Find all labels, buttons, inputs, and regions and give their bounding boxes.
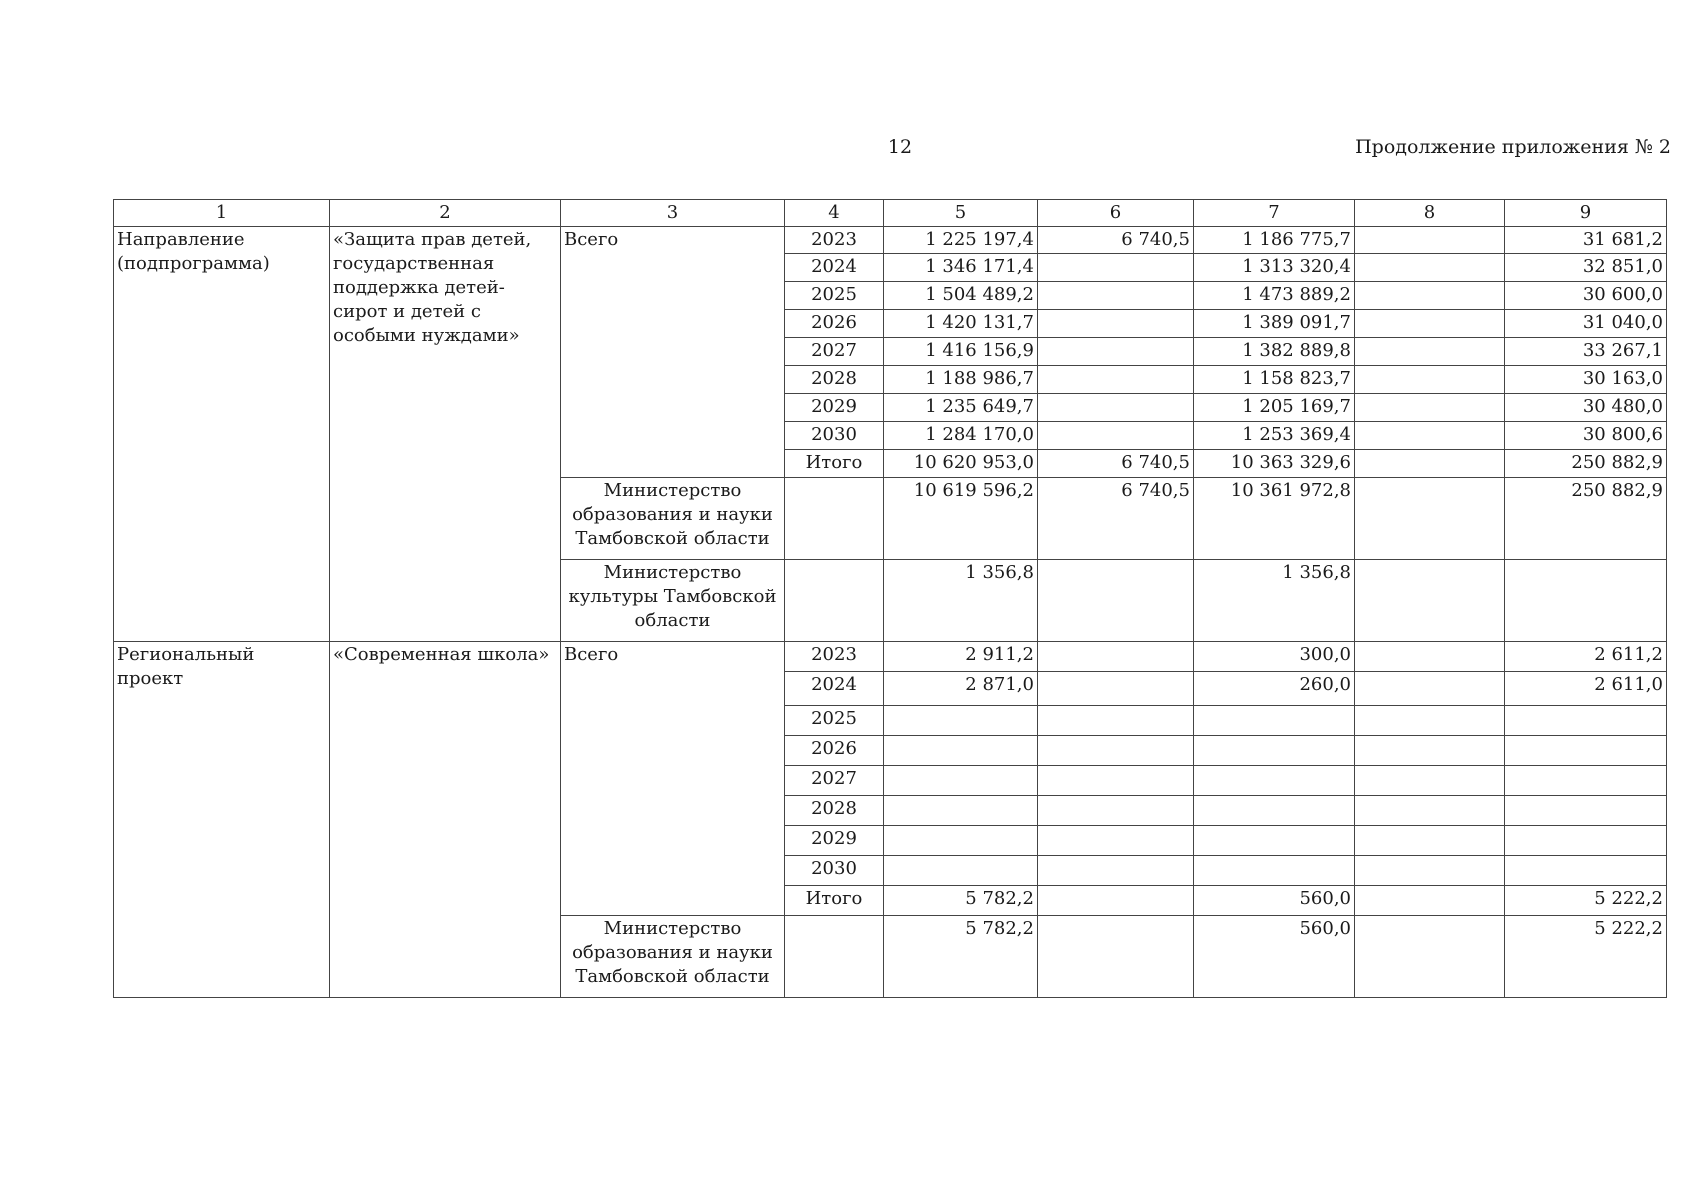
value-cell: 1 420 131,7 [884, 310, 1038, 338]
appendix-label: Продолжение приложения № 2 [1355, 136, 1671, 158]
value-cell: 32 851,0 [1505, 254, 1667, 282]
value-cell [1355, 478, 1505, 560]
section2-title: «Современная школа» [330, 642, 561, 998]
value-cell [884, 826, 1038, 856]
year-cell: 2026 [785, 310, 884, 338]
year-cell: 2028 [785, 796, 884, 826]
value-cell [785, 916, 884, 998]
year-cell: 2030 [785, 422, 884, 450]
section2-total-label: Всего [561, 642, 785, 916]
value-cell: 1 416 156,9 [884, 338, 1038, 366]
column-header: 8 [1355, 200, 1505, 227]
value-cell: 6 740,5 [1038, 227, 1194, 254]
value-cell [1194, 856, 1355, 886]
value-cell [1355, 394, 1505, 422]
column-header: 7 [1194, 200, 1355, 227]
value-cell: 1 253 369,4 [1194, 422, 1355, 450]
value-cell: 1 205 169,7 [1194, 394, 1355, 422]
table-row [114, 227, 1667, 254]
value-cell: 10 619 596,2 [884, 478, 1038, 560]
value-cell: 300,0 [1194, 642, 1355, 672]
year-cell: 2027 [785, 766, 884, 796]
value-cell [1505, 560, 1667, 642]
section2-type: Региональный проект [114, 642, 330, 998]
year-cell: Итого [785, 450, 884, 478]
value-cell [1038, 766, 1194, 796]
value-cell: 31 681,2 [1505, 227, 1667, 254]
value-cell [1194, 706, 1355, 736]
year-cell: 2026 [785, 736, 884, 766]
value-cell: 560,0 [1194, 886, 1355, 916]
value-cell [1038, 672, 1194, 706]
value-cell [884, 706, 1038, 736]
year-cell: 2030 [785, 856, 884, 886]
org-name: Министерство образования и науки Тамбовской области [561, 916, 785, 998]
value-cell: 1 188 986,7 [884, 366, 1038, 394]
value-cell: 33 267,1 [1505, 338, 1667, 366]
year-cell: 2027 [785, 338, 884, 366]
value-cell [785, 560, 884, 642]
value-cell [1194, 796, 1355, 826]
year-cell: Итого [785, 886, 884, 916]
column-header: 3 [561, 200, 785, 227]
value-cell [1194, 736, 1355, 766]
value-cell [1038, 282, 1194, 310]
value-cell: 1 186 775,7 [1194, 227, 1355, 254]
value-cell [1355, 796, 1505, 826]
value-cell [1505, 826, 1667, 856]
value-cell [1038, 736, 1194, 766]
value-cell [884, 766, 1038, 796]
value-cell [1038, 856, 1194, 886]
value-cell [1038, 916, 1194, 998]
value-cell: 30 480,0 [1505, 394, 1667, 422]
year-cell: 2023 [785, 642, 884, 672]
value-cell [1355, 338, 1505, 366]
org-name: Министерство образования и науки Тамбовской области [561, 478, 785, 560]
value-cell [1194, 826, 1355, 856]
value-cell [1355, 310, 1505, 338]
value-cell [1038, 422, 1194, 450]
value-cell [1194, 766, 1355, 796]
value-cell [1355, 826, 1505, 856]
value-cell: 1 356,8 [1194, 560, 1355, 642]
value-cell: 5 782,2 [884, 916, 1038, 998]
value-cell [884, 736, 1038, 766]
section1-type: Направление (подпрограмма) [114, 227, 330, 642]
value-cell [1355, 856, 1505, 886]
value-cell [1355, 227, 1505, 254]
value-cell: 1 225 197,4 [884, 227, 1038, 254]
value-cell [1038, 642, 1194, 672]
value-cell [1355, 672, 1505, 706]
value-cell [1355, 886, 1505, 916]
value-cell: 30 163,0 [1505, 366, 1667, 394]
value-cell: 1 504 489,2 [884, 282, 1038, 310]
value-cell [1505, 706, 1667, 736]
value-cell [1355, 706, 1505, 736]
value-cell: 1 389 091,7 [1194, 310, 1355, 338]
value-cell [1355, 282, 1505, 310]
value-cell [1038, 310, 1194, 338]
value-cell: 1 284 170,0 [884, 422, 1038, 450]
budget-table [113, 199, 1667, 998]
value-cell: 2 611,2 [1505, 642, 1667, 672]
column-header: 9 [1505, 200, 1667, 227]
value-cell [1355, 254, 1505, 282]
value-cell [1355, 422, 1505, 450]
value-cell: 250 882,9 [1505, 450, 1667, 478]
value-cell [1355, 766, 1505, 796]
value-cell [1038, 366, 1194, 394]
value-cell: 1 473 889,2 [1194, 282, 1355, 310]
value-cell: 5 782,2 [884, 886, 1038, 916]
page-number: 12 [887, 136, 913, 158]
value-cell [1505, 856, 1667, 886]
year-cell: 2029 [785, 826, 884, 856]
value-cell [1355, 366, 1505, 394]
value-cell [1355, 916, 1505, 998]
value-cell: 31 040,0 [1505, 310, 1667, 338]
table-row [114, 642, 1667, 672]
year-cell: 2025 [785, 706, 884, 736]
value-cell [1505, 736, 1667, 766]
year-cell: 2029 [785, 394, 884, 422]
value-cell: 6 740,5 [1038, 478, 1194, 560]
value-cell: 2 871,0 [884, 672, 1038, 706]
year-cell: 2023 [785, 227, 884, 254]
value-cell [1038, 826, 1194, 856]
value-cell: 5 222,2 [1505, 916, 1667, 998]
column-header: 4 [785, 200, 884, 227]
value-cell [1038, 254, 1194, 282]
value-cell: 1 158 823,7 [1194, 366, 1355, 394]
section1-total-label: Всего [561, 227, 785, 478]
value-cell: 260,0 [1194, 672, 1355, 706]
year-cell: 2025 [785, 282, 884, 310]
year-cell: 2024 [785, 672, 884, 706]
value-cell: 5 222,2 [1505, 886, 1667, 916]
value-cell: 10 363 329,6 [1194, 450, 1355, 478]
year-cell: 2028 [785, 366, 884, 394]
value-cell: 6 740,5 [1038, 450, 1194, 478]
value-cell: 30 600,0 [1505, 282, 1667, 310]
value-cell [785, 478, 884, 560]
value-cell [884, 856, 1038, 886]
column-header: 5 [884, 200, 1038, 227]
value-cell: 2 911,2 [884, 642, 1038, 672]
value-cell: 10 361 972,8 [1194, 478, 1355, 560]
value-cell: 10 620 953,0 [884, 450, 1038, 478]
value-cell: 560,0 [1194, 916, 1355, 998]
column-header: 6 [1038, 200, 1194, 227]
value-cell [1038, 796, 1194, 826]
value-cell [1505, 796, 1667, 826]
column-header: 2 [330, 200, 561, 227]
value-cell [1355, 736, 1505, 766]
value-cell: 1 356,8 [884, 560, 1038, 642]
section1-title: «Защита прав детей, государственная поддержка детей-сирот и детей с особыми нуждами» [330, 227, 561, 642]
value-cell [1038, 394, 1194, 422]
value-cell [1038, 706, 1194, 736]
year-cell: 2024 [785, 254, 884, 282]
org-name: Министерство культуры Тамбовской области [561, 560, 785, 642]
column-number-row [114, 200, 1667, 227]
value-cell [1355, 450, 1505, 478]
value-cell [1038, 886, 1194, 916]
column-header: 1 [114, 200, 330, 227]
value-cell [1505, 766, 1667, 796]
value-cell: 1 313 320,4 [1194, 254, 1355, 282]
value-cell: 1 382 889,8 [1194, 338, 1355, 366]
value-cell: 250 882,9 [1505, 478, 1667, 560]
value-cell: 1 235 649,7 [884, 394, 1038, 422]
value-cell [1355, 560, 1505, 642]
value-cell [1355, 642, 1505, 672]
value-cell [1038, 560, 1194, 642]
value-cell [884, 796, 1038, 826]
value-cell [1038, 338, 1194, 366]
value-cell: 30 800,6 [1505, 422, 1667, 450]
value-cell: 1 346 171,4 [884, 254, 1038, 282]
value-cell: 2 611,0 [1505, 672, 1667, 706]
